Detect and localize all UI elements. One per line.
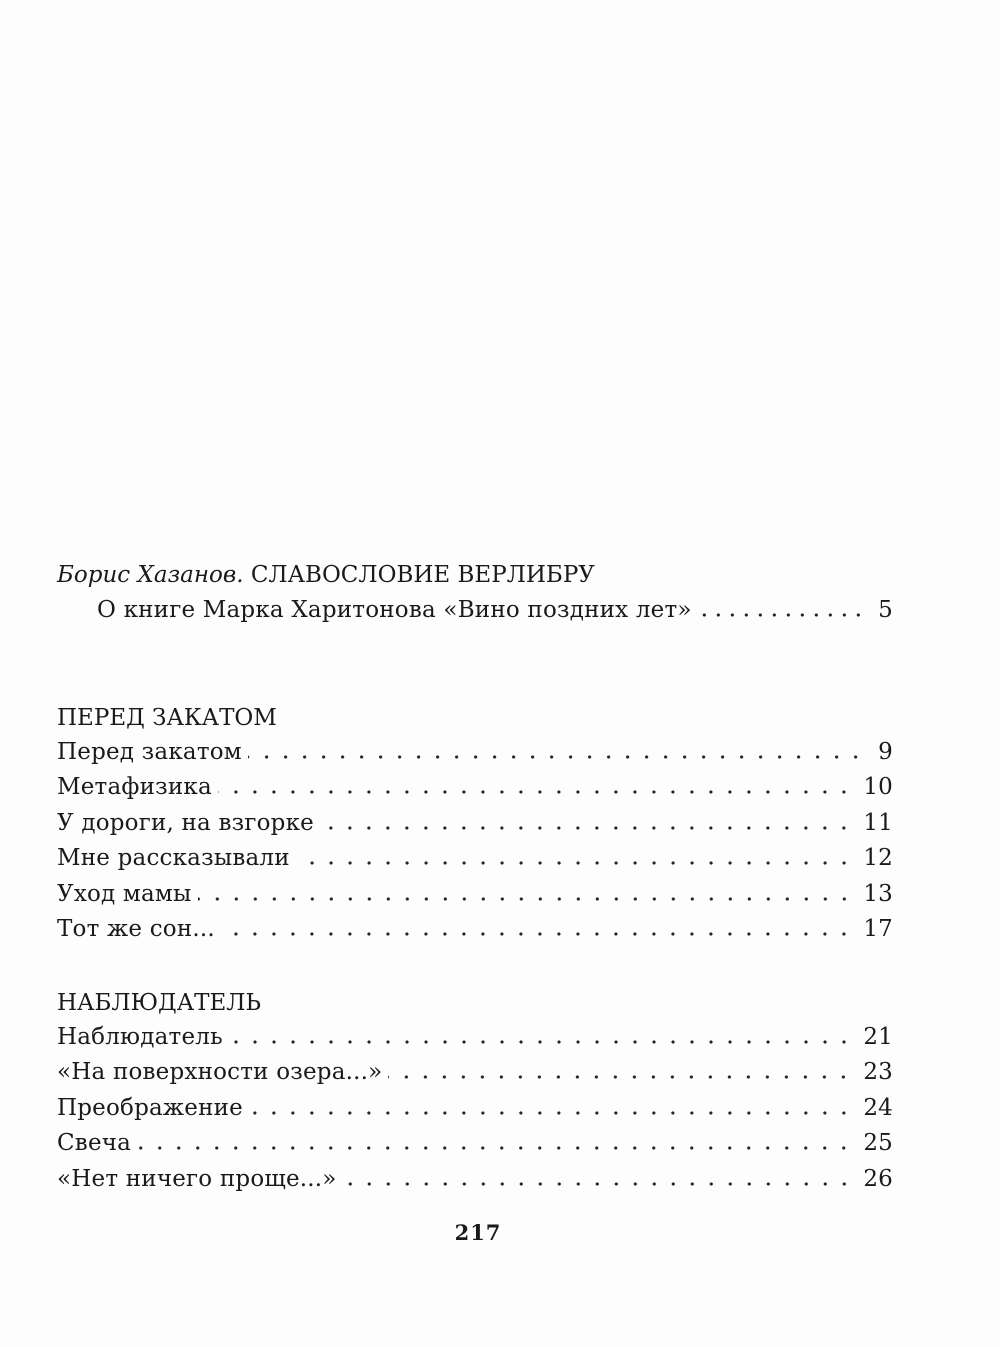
dot-leader <box>320 824 853 832</box>
entry-title: Мне рассказывали <box>57 845 290 872</box>
toc-entry <box>97 591 893 625</box>
entry-page: 10 <box>863 774 893 801</box>
section-heading: ПЕРЕД ЗАКАТОМ <box>57 705 277 731</box>
toc-entry <box>57 804 893 838</box>
dot-leader <box>221 930 853 938</box>
intro-heading <box>57 560 595 590</box>
entry-page: 26 <box>863 1165 893 1192</box>
entry-title: «Нет ничего проще...» <box>57 1165 337 1192</box>
entry-title: Свеча <box>57 1130 132 1157</box>
dot-leader <box>137 1144 853 1152</box>
toc-entry <box>57 733 893 767</box>
toc-entry <box>57 839 893 873</box>
entry-page: 13 <box>863 880 893 907</box>
entry-page: 17 <box>863 916 893 942</box>
entry-title: О книге Марка Харитонова «Вино поздних лет» <box>97 597 692 623</box>
dot-leader <box>388 1073 853 1081</box>
page-number: 217 <box>454 1220 502 1245</box>
dot-leader <box>198 895 854 903</box>
entry-page: 24 <box>863 1094 893 1121</box>
dot-leader <box>698 611 865 619</box>
entry-title: Уход мамы <box>57 880 192 907</box>
toc-entry <box>57 1089 893 1123</box>
toc-entry <box>57 875 893 909</box>
entry-title: «На поверхности озера...» <box>57 1059 383 1086</box>
intro-title: СЛАВОСЛОВИЕ ВЕРЛИБРУ <box>250 562 595 588</box>
dot-leader <box>218 788 853 796</box>
toc-entry <box>57 910 893 944</box>
dot-leader <box>343 1180 854 1188</box>
entry-title: Тот же сон... <box>57 916 215 942</box>
intro-author: Борис Хазанов. <box>57 562 244 588</box>
entry-page: 21 <box>863 1024 893 1050</box>
entry-title: Метафизика <box>57 774 212 801</box>
toc-entry <box>57 1160 893 1194</box>
toc-entry <box>57 768 893 802</box>
entry-title: У дороги, на взгорке <box>57 809 314 836</box>
dot-leader <box>249 1109 853 1117</box>
entry-title: Преображение <box>57 1094 243 1121</box>
section-heading: НАБЛЮДАТЕЛЬ <box>57 990 261 1016</box>
entry-title: Наблюдатель <box>57 1024 223 1050</box>
toc-entry <box>57 1124 893 1158</box>
entry-page: 25 <box>863 1130 893 1157</box>
entry-title: Перед закатом <box>57 739 242 765</box>
toc-entry <box>57 1053 893 1087</box>
entry-page: 11 <box>863 809 893 836</box>
entry-page: 9 <box>878 739 893 765</box>
dot-leader <box>296 859 854 867</box>
entry-page: 5 <box>878 597 893 623</box>
entry-page: 12 <box>863 845 893 872</box>
toc-entry <box>57 1018 893 1052</box>
entry-page: 23 <box>863 1059 893 1086</box>
dot-leader <box>229 1038 854 1046</box>
dot-leader <box>248 753 865 761</box>
